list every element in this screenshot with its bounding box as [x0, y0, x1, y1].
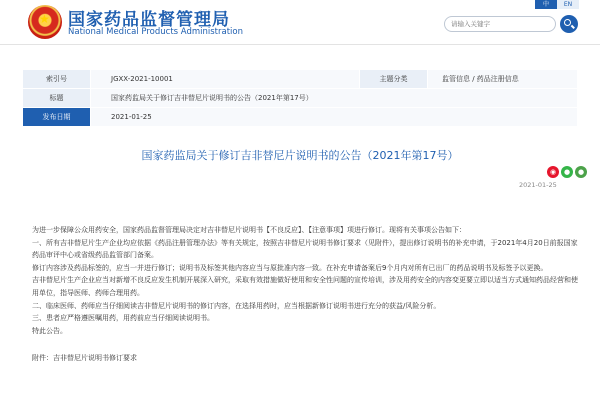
site-title-cn[interactable]: 国家药品监督管理局	[68, 10, 230, 30]
title-value: 国家药监局关于修订吉非替尼片说明书的公告（2021年第17号）	[91, 89, 578, 108]
search-box	[444, 16, 556, 32]
wechat-icon: ●	[563, 168, 571, 176]
index-label: 索引号	[23, 70, 91, 89]
category-label: 主题分类	[360, 70, 428, 89]
national-emblem-icon[interactable]	[28, 5, 62, 39]
site-title-en[interactable]: National Medical Products Administration	[68, 27, 243, 37]
paragraph-3: 吉非替尼片生产企业应当对新增不良反应发生机制开展深入研究，采取有效措施做好使用和安全性问题的宣传培训，涉及用药安全的内容变更要立即以适当方式通知药品经营和使用单位，指导医师、药师合理用药。	[32, 276, 578, 297]
lang-en-button[interactable]: EN	[557, 0, 579, 9]
header-divider	[0, 44, 600, 45]
share-weibo-button[interactable]	[547, 166, 559, 178]
paragraph-closing: 特此公告。	[32, 326, 67, 335]
search-button[interactable]	[560, 15, 578, 33]
date-value: 2021-01-25	[91, 108, 578, 127]
publish-date: 2021-01-25	[519, 181, 557, 189]
info-table	[22, 69, 578, 127]
attachment-link[interactable]: 附件：吉非替尼片说明书修订要求	[32, 354, 137, 363]
info-row-date	[23, 108, 578, 127]
article-body	[32, 224, 580, 365]
title-label: 标题	[23, 89, 91, 108]
share-qq-button[interactable]	[575, 166, 587, 178]
category-value: 监管信息 / 药品注册信息	[428, 70, 578, 89]
site-header	[0, 0, 600, 44]
share-wechat-button[interactable]	[561, 166, 573, 178]
paragraph-5: 三、患者应严格遵医嘱用药，用药前应当仔细阅读说明书。	[32, 314, 214, 323]
search-input[interactable]	[451, 18, 547, 30]
star-icon: ★	[39, 12, 50, 26]
paragraph-1: 一、所有吉非替尼片生产企业均应依据《药品注册管理办法》等有关规定，按照吉非替尼片说明书修订要求（见附件），提出修订说明书的补充申请，于2021年4月20日前报国家药品审评中心或省级药品监管部门备案。	[32, 238, 578, 260]
search-icon	[564, 19, 571, 26]
weibo-icon: ◉	[549, 168, 557, 176]
language-switcher	[535, 0, 579, 9]
paragraph-2: 修订内容涉及药品标签的，应当一并进行修订；说明书及标签其他内容应当与原批准内容一致。在补充申请备案后9个月内对所有已出厂的药品说明书及标签予以更换。	[32, 263, 548, 272]
paragraph-4: 二、临床医师、药师应当仔细阅读吉非替尼片说明书的修订内容，在选择用药时，应当根据新修订说明书进行充分的获益/风险分析。	[32, 301, 441, 310]
article-title: 国家药监局关于修订吉非替尼片说明书的公告（2021年第17号）	[141, 149, 459, 162]
qq-icon: ●	[577, 168, 585, 176]
info-row-index	[23, 70, 578, 89]
index-value: JGXX-2021-10001	[91, 70, 360, 89]
date-label: 发布日期	[23, 108, 91, 127]
lang-cn-button[interactable]: 中	[535, 0, 557, 9]
paragraph-intro: 为进一步保障公众用药安全，国家药品监督管理局决定对吉非替尼片说明书【不良反应】、【注意事项】项进行修订。现将有关事项公告如下：	[32, 226, 466, 234]
info-row-title	[23, 89, 578, 108]
